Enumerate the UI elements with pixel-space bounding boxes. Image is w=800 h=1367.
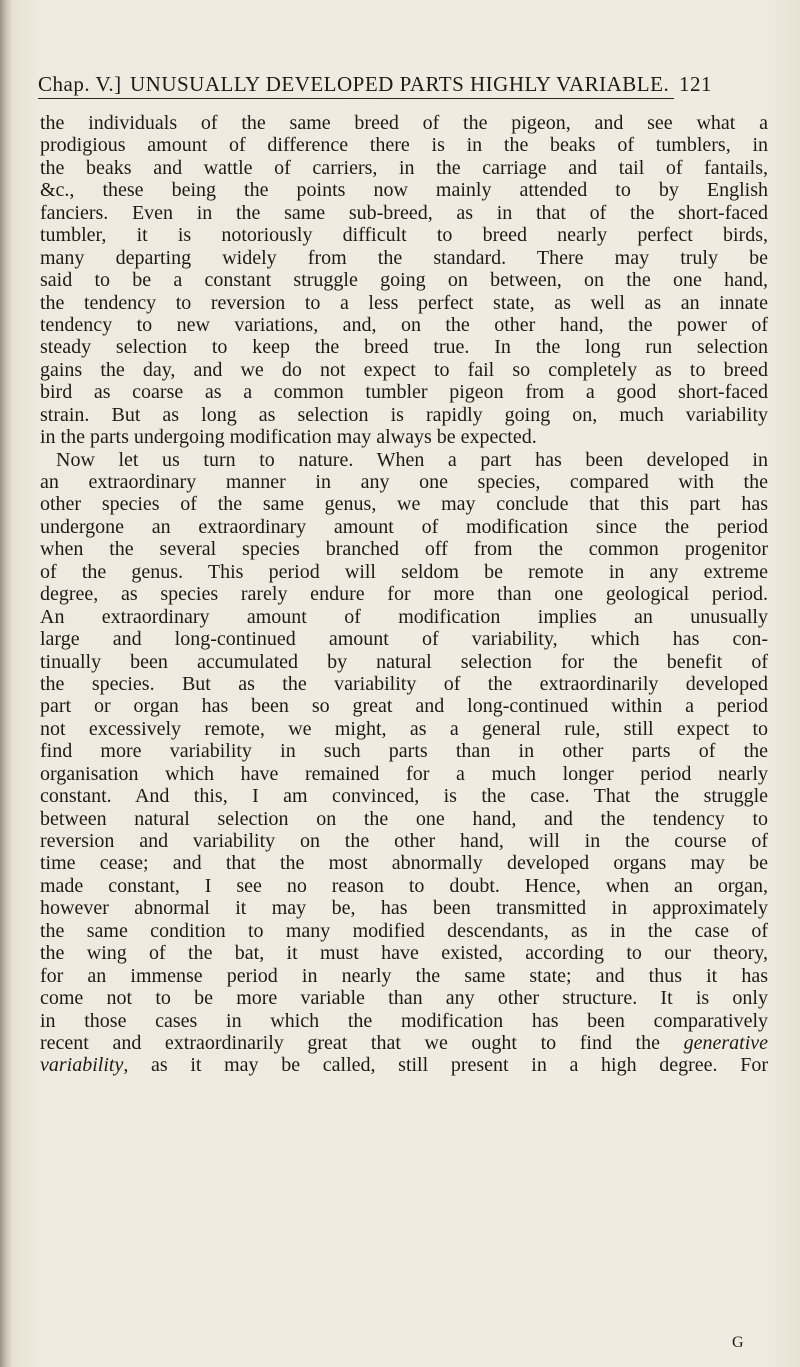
text-line: tinually been accumulated by natural selection for the benefit of (40, 650, 768, 673)
text-line: for an immense period in nearly the same state; and thus it has (40, 964, 768, 987)
text-line: come not to be more variable than any other structure. It is only (40, 987, 768, 1010)
italic-word-variability: variability (40, 1054, 124, 1077)
text-line: in the parts undergoing modification may always be expected. (40, 426, 537, 449)
header-rule (38, 98, 674, 100)
text-line: in those cases in which the modification has been comparatively (40, 1009, 768, 1032)
text-line: gains the day, and we do not expect to fail so completely as to breed (40, 358, 768, 381)
text-line: undergone an extraordinary amount of modification since the period (40, 515, 768, 538)
text-line: steady selection to keep the breed true. In the long run selection (40, 336, 768, 359)
text-line: other species of the same genus, we may conclude that this part has (40, 493, 768, 516)
text-line: the tendency to reversion to a less perfect state, as well as an innate (40, 291, 768, 314)
text-line: large and long-continued amount of variability, which has con- (40, 628, 768, 651)
text-line: tendency to new variations, and, on the other hand, the power of (40, 313, 768, 336)
text-line: find more variability in such parts than in other parts of the (40, 740, 768, 763)
text-line-generative (40, 1032, 768, 1054)
italic-word-generative: generative (683, 1031, 769, 1054)
body-text (40, 112, 768, 1077)
page-number: 121 (679, 72, 712, 96)
text-line: An extraordinary amount of modification implies an unusually (40, 605, 768, 628)
text-line: however abnormal it may be, has been transmitted in approximately (40, 897, 768, 920)
text-line: made constant, I see no reason to doubt. Hence, when an organ, (40, 874, 768, 897)
text-line: prodigious amount of difference there is in the beaks of tumblers, in (40, 134, 768, 157)
text-line: said to be a constant struggle going on between, on the one hand, (40, 269, 768, 292)
text-line: between natural selection on the one hand, and the tendency to (40, 807, 768, 830)
text-line: the species. But as the variability of the extraordinarily developed (40, 672, 768, 695)
text-line: the individuals of the same breed of the pigeon, and see what a (40, 112, 768, 134)
text-line: bird as coarse as a common tumbler pigeon from a good short-faced (40, 381, 768, 404)
text-line: many departing widely from the standard. There may truly be (40, 246, 768, 269)
text-line: when the several species branched off from the common progenitor (40, 538, 768, 561)
text-line: the beaks and wattle of carriers, in the carriage and tail of fantails, (40, 156, 768, 179)
text-line: strain. But as long as selection is rapidly going on, much variability (40, 403, 768, 426)
text-line: degree, as species rarely endure for more than one geological period. (40, 583, 768, 606)
line-text: recent and extraordinarily great that we ought to find the (40, 1031, 660, 1054)
signature-mark: G (732, 1334, 744, 1351)
text-line: Now let us turn to nature. When a part has been developed in (56, 448, 768, 471)
text-line: constant. And this, I am convinced, is the case. That the struggle (40, 785, 768, 808)
text-line: organisation which have remained for a much longer period nearly (40, 762, 768, 785)
text-line: reversion and variability on the other hand, will in the course of (40, 830, 768, 852)
text-line: the same condition to many modified descendants, as in the case of (40, 919, 768, 942)
text-line: time cease; and that the most abnormally developed organs may be (40, 852, 768, 875)
text-line: tumbler, it is notoriously difficult to breed nearly perfect birds, (40, 224, 768, 247)
text-line: part or organ has been so great and long-continued within a period (40, 695, 768, 718)
text-line: fanciers. Even in the same sub-breed, as in that of the short-faced (40, 201, 768, 224)
line-text: , as it may be called, still present in a high degree. For (123, 1054, 768, 1077)
text-line: an extraordinary manner in any one species, compared with the (40, 471, 768, 493)
running-title: UNUSUALLY DEVELOPED PARTS HIGHLY VARIABLE. (130, 72, 670, 96)
text-line: &c., these being the points now mainly attended to by English (40, 179, 768, 202)
text-line: not excessively remote, we might, as a general rule, still expect to (40, 717, 768, 740)
page-gutter-shadow (0, 0, 12, 1367)
chapter-label: Chap. V.] (38, 72, 122, 96)
text-line: the wing of the bat, it must have existed, according to our theory, (40, 942, 768, 965)
text-line-variability (40, 1054, 768, 1076)
text-line: of the genus. This period will seldom be remote in any extreme (40, 560, 768, 583)
